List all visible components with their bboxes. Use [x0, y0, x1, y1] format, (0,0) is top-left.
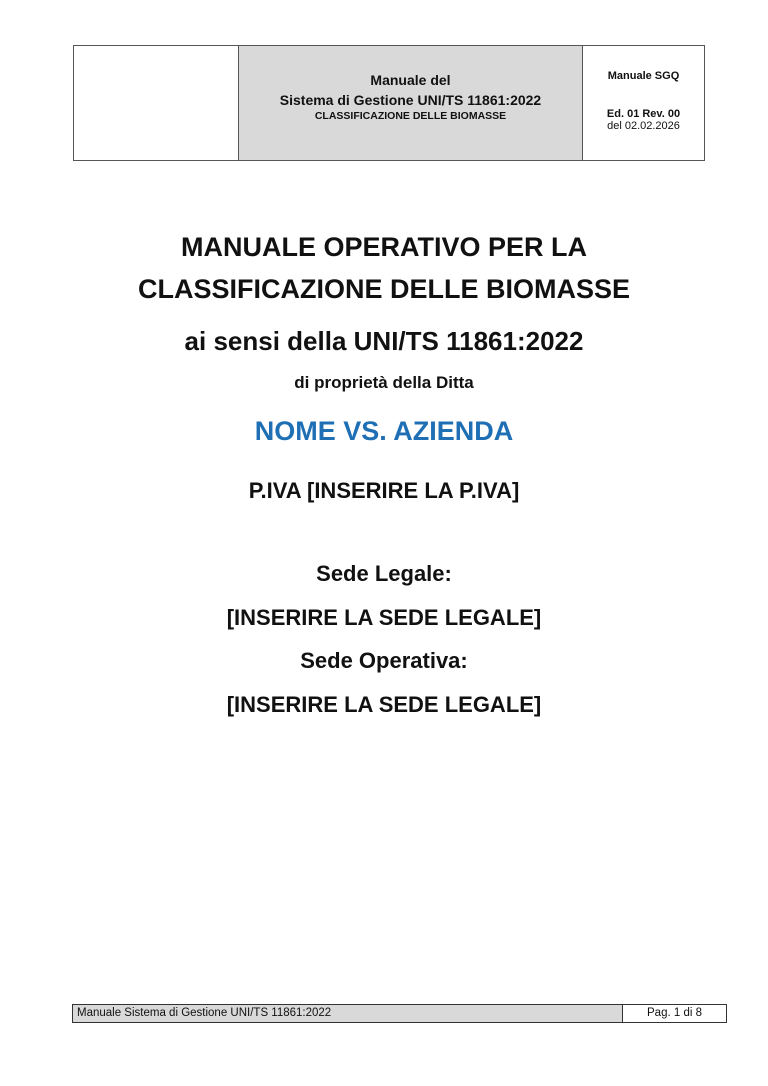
operative-seat-value: [INSERIRE LA SEDE LEGALE]	[226, 692, 542, 717]
legal-seat-label: Sede Legale:	[316, 561, 452, 586]
vat-number: P.IVA [INSERIRE LA P.IVA]	[248, 478, 520, 503]
page-number: Pag. 1 di 8	[647, 1007, 702, 1019]
doc-type: Manuale SGQ	[607, 70, 680, 82]
owner-label: di proprietà della Ditta	[294, 373, 474, 392]
title-line2: CLASSIFICAZIONE DELLE BIOMASSE	[137, 274, 631, 304]
logo-cell	[74, 46, 239, 160]
footer-table	[72, 1004, 727, 1023]
legal-seat-value: [INSERIRE LA SEDE LEGALE]	[226, 605, 542, 630]
header-subtitle: CLASSIFICAZIONE DELLE BIOMASSE	[314, 110, 507, 122]
header-title-line2: Sistema di Gestione UNI/TS 11861:2022	[279, 92, 542, 108]
date: del 02.02.2026	[607, 120, 680, 132]
header-title-line1: Manuale del	[370, 72, 451, 88]
header-table	[73, 45, 705, 161]
footer-title: Manuale Sistema di Gestione UNI/TS 11861:2022	[73, 1005, 623, 1022]
header-info-cell	[583, 46, 704, 160]
title-line1: MANUALE OPERATIVO PER LA	[180, 232, 587, 262]
edition: Ed. 01 Rev. 00	[606, 108, 681, 120]
header-title-cell	[239, 46, 583, 160]
norm-reference: ai sensi della UNI/TS 11861:2022	[184, 326, 584, 356]
company-name: NOME VS. AZIENDA	[254, 416, 514, 446]
operative-seat-label: Sede Operativa:	[300, 648, 468, 673]
